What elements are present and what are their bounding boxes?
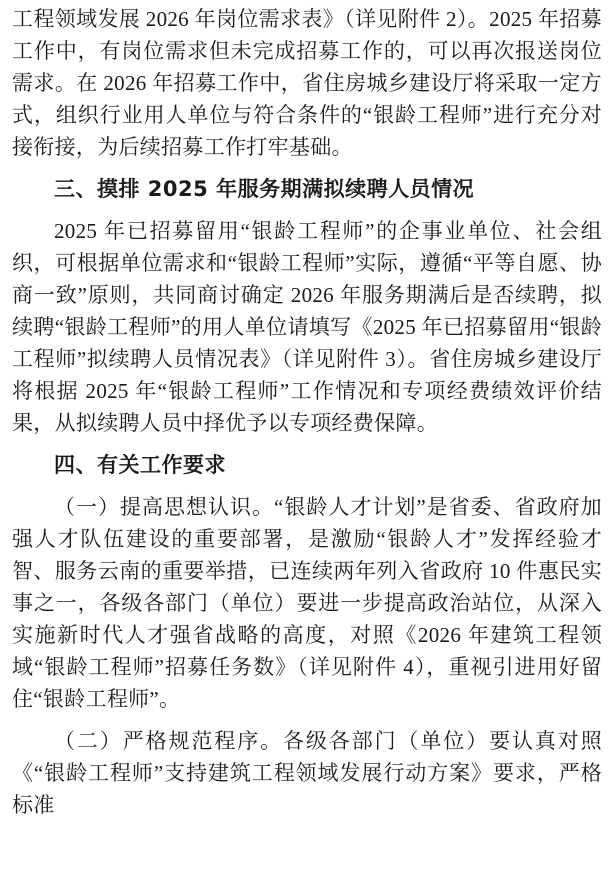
section-heading-3: 三、摸排 2025 年服务期满拟续聘人员情况: [54, 177, 475, 201]
section-heading-4: 四、有关工作要求: [54, 453, 226, 477]
body-paragraph: （二）严格规范程序。各级各部门（单位）要认真对照《“银龄工程师”支持建筑工程领域发展行动方案》要求，严格标准: [12, 729, 602, 817]
body-paragraph: 2025 年已招募留用“银龄工程师”的企事业单位、社会组织，可根据单位需求和“银龄工程师”实际，遵循“平等自愿、协商一致”原则，共同商讨确定 2026 年服务期满后是否续聘，拟续聘“银龄工程师”的用人单位请填写《2025 年已招募留用“银龄工程师”拟续聘人员情况表》（详见附件 3）。省住房城乡建设厅将根据 2025 年“银龄工程师”工作情况和专项经费绩效评价结果，从拟续聘人员中择优予以专项经费保障。: [12, 219, 602, 435]
document-page: [12, 0, 602, 831]
body-paragraph: 工程领域发展 2026 年岗位需求表》（详见附件 2）。2025 年招募工作中，有岗位需求但未完成招募工作的，可以再次报送岗位需求。在 2026 年招募工作中，省住房城乡建设厅将采取一定方式，组织行业用人单位与符合条件的“银龄工程师”进行充分对接衔接，为后续招募工作打牢基础。: [12, 7, 602, 159]
body-paragraph: （一）提高思想认识。“银龄人才计划”是省委、省政府加强人才队伍建设的重要部署，是激励“银龄人才”发挥经验才智、服务云南的重要举措，已连续两年列入省政府 10 件惠民实事之一，各级各部门（单位）要进一步提高政治站位，从深入实施新时代人才强省战略的高度，对照《2026 年建筑工程领域“银龄工程师”招募任务数》（详见附件 4），重视引进用好留住“银龄工程师”。: [12, 495, 602, 711]
